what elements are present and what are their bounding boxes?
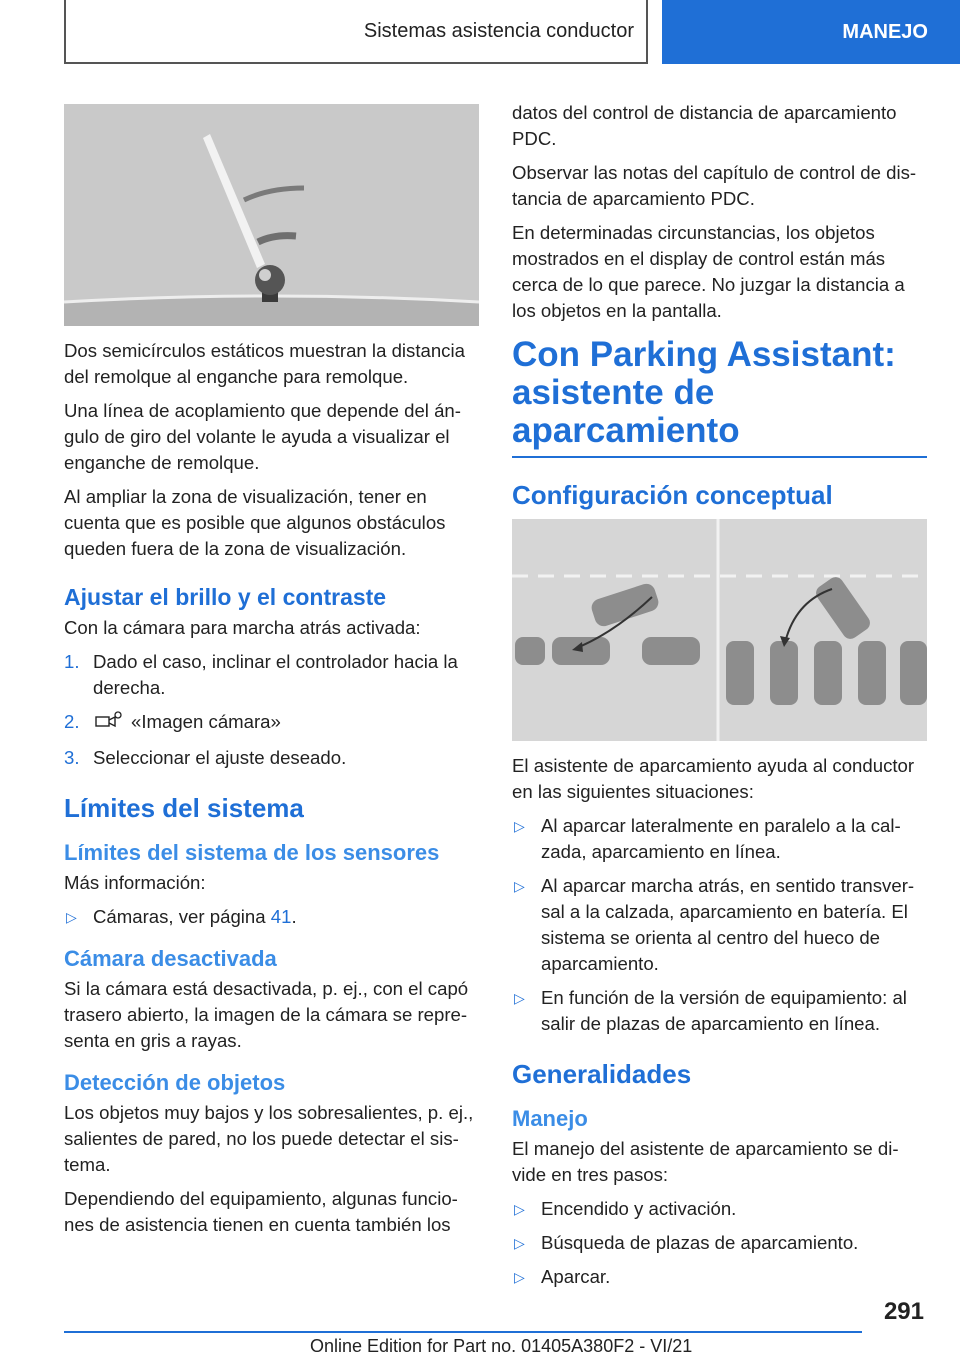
- list-item: [64, 649, 479, 701]
- edition-footer: Online Edition for Part no. 01405A380F2 - VI/21: [310, 1336, 693, 1356]
- bullet-text: Aparcar.: [541, 1266, 611, 1287]
- step-text: Seleccionar el ajuste deseado.: [93, 746, 347, 768]
- paragraph: Observar las notas del capítulo de control de dis-tancia de aparcamiento PDC.: [512, 162, 917, 209]
- paragraph: datos del control de distancia de aparcamiento PDC.: [512, 102, 897, 149]
- bullet-text: Búsqueda de plazas de aparcamiento.: [541, 1232, 859, 1253]
- bullet-text: En función de la versión de equipamiento: al salir de plazas de aparcamiento en línea.: [541, 987, 907, 1034]
- list-item: [64, 745, 479, 771]
- triangle-bullet-icon: ▷: [514, 1201, 525, 1217]
- step-number: 2.: [64, 711, 80, 732]
- bullet-text: Encendido y activación.: [541, 1198, 737, 1219]
- heading-deteccion: Detección de objetos: [64, 1069, 286, 1095]
- bullet-list: [64, 904, 479, 930]
- footer-divider: [64, 1331, 862, 1333]
- paragraph: Al ampliar la zona de visualización, tener en cuenta que es posible que algunos obstáculos queden fuera de la zona de visualización.: [64, 486, 446, 559]
- triangle-bullet-icon: ▷: [514, 1269, 525, 1285]
- heading-config: Configuración conceptual: [512, 480, 833, 510]
- triangle-bullet-icon: ▷: [514, 818, 525, 834]
- bullet-list: [512, 1196, 927, 1290]
- trailer-hitch-camera-figure: [64, 104, 479, 326]
- list-item: [64, 904, 479, 930]
- list-item: [512, 985, 927, 1037]
- left-column: [64, 104, 479, 1246]
- step-text: «Imagen cámara»: [131, 711, 281, 732]
- paragraph: Si la cámara está desactivada, p. ej., con el capó trasero abierto, la imagen de la cámara se repre-senta en gris a rayas.: [64, 977, 469, 1051]
- right-column: [512, 100, 927, 1298]
- heading-brillo: Ajustar el brillo y el contraste: [64, 584, 387, 610]
- list-item: [64, 709, 479, 737]
- page-number: 291: [883, 1298, 924, 1325]
- step-text: Dado el caso, inclinar el controlador hacia la derecha.: [93, 651, 458, 698]
- paragraph: Dependiendo del equipamiento, algunas funcio-nes de asistencia tienen en cuenta también los: [64, 1187, 458, 1235]
- section-title: Con Parking Assistant: asistente de aparcamiento: [512, 336, 927, 458]
- list-item: [512, 813, 927, 865]
- paragraph: Dos semicírculos estáticos muestran la distancia del remolque al enganche para remolque.: [64, 340, 465, 387]
- bullet-text: Al aparcar marcha atrás, en sentido transver-sal a la calzada, aparcamiento en batería. El sistema se orienta al centro del hueco de aparcamiento.: [541, 875, 915, 974]
- paragraph: En determinadas circunstancias, los objetos mostrados en el display de control están más cerca de lo que parece. No juzgar la distancia a los objetos en la pantalla.: [512, 222, 905, 321]
- parking-scenarios-figure: [512, 519, 927, 741]
- paragraph: Los objetos muy bajos y los sobresalientes, p. ej., salientes de pared, no los puede detectar el sis-tema.: [64, 1101, 474, 1175]
- bullet-list: [512, 813, 927, 1037]
- chapter-tab: MANEJO: [662, 0, 960, 64]
- list-item: [512, 1230, 927, 1256]
- heading-manejo: Manejo: [512, 1106, 588, 1131]
- triangle-bullet-icon: ▷: [514, 1235, 525, 1251]
- bullet-text: Cámaras, ver página: [93, 905, 266, 927]
- list-item: [512, 1264, 927, 1290]
- heading-sensores: Límites del sistema de los sensores: [64, 839, 440, 865]
- step-number: 3.: [64, 746, 80, 768]
- heading-generalidades: Generalidades: [512, 1059, 692, 1089]
- list-item: [512, 1196, 927, 1222]
- steps-list: [64, 649, 479, 771]
- paragraph: Más información:: [64, 871, 206, 893]
- page-link[interactable]: 41: [270, 905, 292, 927]
- running-header-section: Sistemas asistencia conductor: [64, 0, 648, 64]
- paragraph: Con la cámara para marcha atrás activada:: [64, 617, 421, 638]
- heading-limites: Límites del sistema: [64, 792, 304, 823]
- bullet-text: Al aparcar lateralmente en paralelo a la cal-zada, aparcamiento en línea.: [541, 815, 901, 862]
- bullet-suffix: .: [291, 905, 297, 927]
- triangle-bullet-icon: ▷: [514, 990, 525, 1006]
- paragraph: El asistente de aparcamiento ayuda al conductor en las siguientes situaciones:: [512, 755, 915, 802]
- paragraph: El manejo del asistente de aparcamiento se di-vide en tres pasos:: [512, 1138, 899, 1185]
- triangle-bullet-icon: ▷: [66, 908, 77, 925]
- step-number: 1.: [64, 651, 80, 672]
- heading-desactivada: Cámara desactivada: [64, 945, 277, 971]
- triangle-bullet-icon: ▷: [514, 878, 525, 894]
- camera-settings-icon: [93, 710, 131, 737]
- list-item: [512, 873, 927, 977]
- paragraph: Una línea de acoplamiento que depende del án-gulo de giro del volante le ayuda a visualizar el enganche de remolque.: [64, 400, 461, 473]
